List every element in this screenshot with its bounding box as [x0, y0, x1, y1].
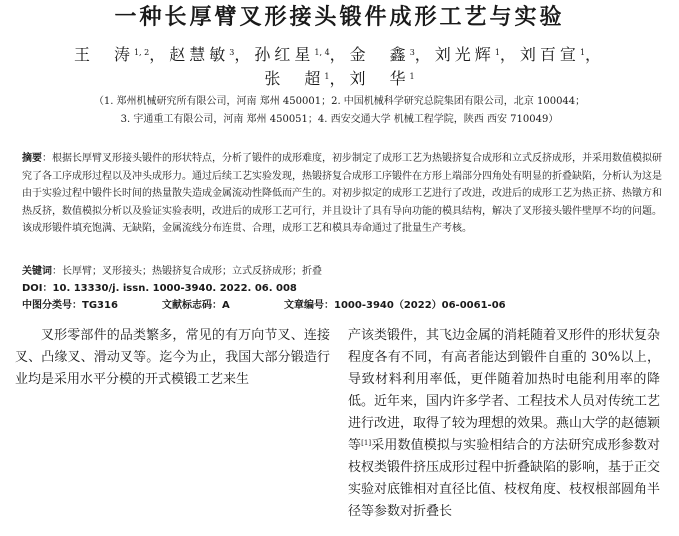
author-separator: ，: [149, 45, 170, 64]
author-separator: ，: [499, 45, 520, 64]
affiliation-line-2: 3. 宇通重工有限公司，河南 郑州 450051；4. 西安交通大学 机械工程学院，陕西 西安 710049）: [120, 114, 559, 125]
keywords-text: ：长厚臂；叉形接头；热锻挤复合成形；立式反挤成形；折叠: [52, 266, 322, 277]
author-affiliation-mark: 3: [229, 48, 235, 57]
author-name: 孙红星: [254, 45, 315, 64]
doi: [22, 281, 662, 296]
paper-title: 一种长厚臂叉形接头锻件成形工艺与实验: [114, 5, 565, 30]
article-no-value: ：1000-3940（2022）06-0061-06: [324, 300, 506, 311]
author-name: 赵慧敏: [169, 45, 230, 64]
author-separator: ，: [234, 45, 255, 64]
author-name: 王 涛: [73, 45, 134, 64]
article-no-label: 文章编号: [284, 300, 324, 311]
classification-line: [22, 298, 662, 313]
author-affiliation-mark: 1, 4: [314, 48, 330, 57]
author-name: 刘 华: [349, 69, 410, 88]
author-list-line-1: [0, 44, 679, 66]
author-name: 金 鑫: [349, 45, 410, 64]
author-separator: ，: [329, 45, 350, 64]
author-affiliation-mark: 1: [494, 48, 500, 57]
abstract: [22, 150, 662, 238]
doc-code-label: 文献标志码: [162, 300, 212, 311]
doi-value: ：10. 13330/j. issn. 1000-3940. 2022. 06. 008: [42, 283, 297, 294]
author-name: 刘百宣: [519, 45, 580, 64]
body-left-column: 叉形零部件的品类繁多，常见的有万向节叉、连接叉、凸缘叉、滑动叉等。迄今为止，我国大部分锻造行业均是采用水平分模的开式模锻工艺来生: [15, 328, 330, 387]
abstract-label: 摘要: [22, 153, 42, 164]
author-list-line-2: [0, 68, 679, 90]
body-right-text-a: 产该类锻件，其飞边金属的消耗随着叉形件的形状复杂程度各有不同，有高者能达到锻件自重的 30%以上，导致材料利用率低，更伴随着加热时电能利用率的降低。近年来，国内许多学者、工程技术人员对传统工艺进行改进，取得了较为理想的效果。燕山大学的赵德颖等: [348, 328, 661, 453]
abstract-text: ：根据长厚臂叉形接头锻件的形状特点，分析了锻件的成形难度，初步制定了成形工艺为热锻挤复合成形和立式反挤成形，并采用数值模拟研究了各工序成形过程以及冲头成形力。通过后续工艺实验发现，热锻挤复合成形工序锻件在方形上端部分四角处有明显的折叠缺陷，分析认为这是由于实验过程中锻件长时间的热量散失造成金属流动性降低而产生的。对初步拟定的成形工艺进行了改进，改进后的成形工艺为热正挤、热镦方和热反挤，数值模拟分析以及验证实验表明，改进后的成形工艺可行，并且设计了具有导向功能的模具结构，解决了叉形接头锻件壁厚不均的问题。该成形锻件填充饱满、无缺陷，金属流线分布连贯、合理，成形工艺和模具寿命通过了批量生产考核。: [22, 153, 662, 234]
author-separator: ，: [585, 45, 606, 64]
author-separator: ，: [329, 69, 350, 88]
doi-label: DOI: [22, 283, 43, 294]
body-right-text-b: 采用数值模拟与实验相结合的方法研究成形参数对枝杈类锻件挤压成形过程中折叠缺陷的影响，基于正交实验对底锥相对直径比值、枝杈角度、枝杈根部圆角半径等参数对折叠长: [348, 438, 661, 519]
author-affiliation-mark: 1: [409, 72, 415, 81]
author-name: 张 超: [264, 69, 325, 88]
author-separator: ，: [414, 45, 435, 64]
clc-value: ：TG316: [72, 300, 118, 311]
author-affiliation-mark: 1: [324, 72, 330, 81]
doc-code-value: ：A: [212, 300, 230, 311]
clc-label: 中图分类号: [22, 300, 72, 311]
citation-ref: [1]: [361, 439, 372, 447]
keywords: [22, 264, 662, 279]
keywords-label: 关键词: [22, 266, 52, 277]
author-name: 刘光辉: [434, 45, 495, 64]
affiliation-line-1: （1. 郑州机械研究所有限公司，河南 郑州 450001；2. 中国机械科学研究总院集团有限公司，北京 100044；: [93, 96, 586, 107]
author-affiliation-mark: 1, 2: [133, 48, 150, 57]
body-right-column: [348, 325, 660, 523]
author-affiliation-mark: 3: [409, 48, 415, 57]
author-affiliation-mark: 1: [579, 48, 586, 57]
